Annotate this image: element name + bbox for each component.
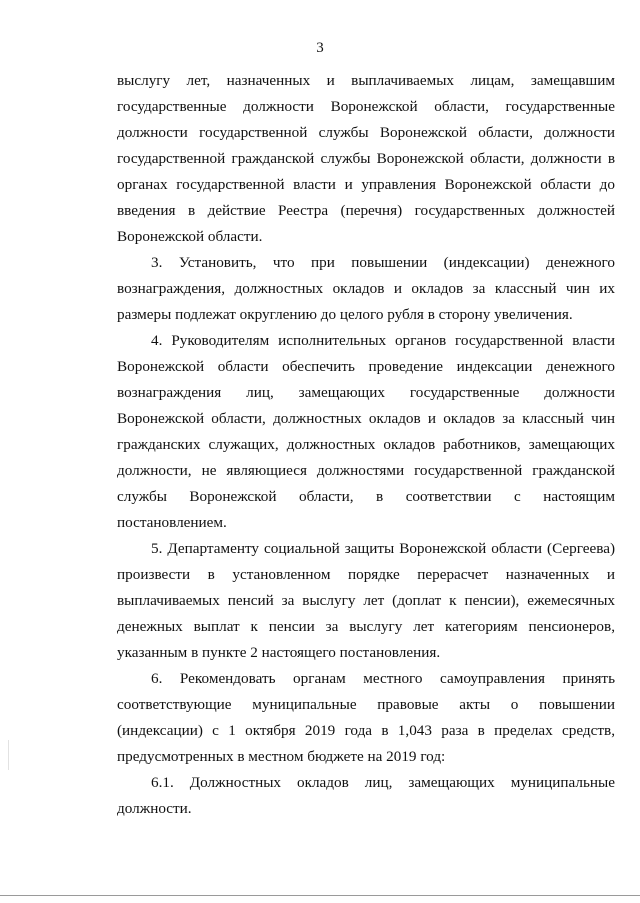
scan-margin-mark xyxy=(8,740,9,770)
document-body xyxy=(117,68,615,822)
paragraph-item-6-1: 6.1. Должностных окладов лиц, замещающих муниципальные должности. xyxy=(117,774,615,817)
paragraph-item-3: 3. Установить, что при повышении (индексации) денежного вознаграждения, должностных окладов и окладов за классный чин их размеры подлежат округлению до целого рубля в сторону увеличения. xyxy=(117,254,615,323)
paragraph-continuation: выслугу лет, назначенных и выплачиваемых лицам, замещавшим государственные должности Воронежской области, государственные должности государственной службы Воронежской области, должности государственной гражданской службы Воронежской области, должности в органах государственной власти и управления Воронежской области до введения в действие Реестра (перечня) государственных должностей Воронежской области. xyxy=(117,72,615,245)
paragraph-item-6: 6. Рекомендовать органам местного самоуправления принять соответствующие муниципальные правовые акты о повышении (индексации) с 1 октября 2019 года в 1,043 раза в пределах средств, предусмотренных в местном бюджете на 2019 год: xyxy=(117,670,615,765)
paragraph-item-5: 5. Департаменту социальной защиты Воронежской области (Сергеева) произвести в установленном порядке перерасчет назначенных и выплачиваемых пенсий за выслугу лет (доплат к пенсии), ежемесячных денежных выплат к пенсии за выслугу лет категориям пенсионеров, указанным в пункте 2 настоящего постановления. xyxy=(117,540,615,661)
paragraph-item-4: 4. Руководителям исполнительных органов государственной власти Воронежской области обеспечить проведение индексации денежного вознаграждения лиц, замещающих государственные должности Воронежской области, должностных окладов и окладов за классный чин гражданских служащих, должностных окладов работников, замещающих должности, не являющиеся должностями государственной гражданской службы Воронежской области, в соответствии с настоящим постановлением. xyxy=(117,332,615,531)
page-number: 3 xyxy=(316,40,324,56)
page-bottom-edge xyxy=(0,895,640,896)
